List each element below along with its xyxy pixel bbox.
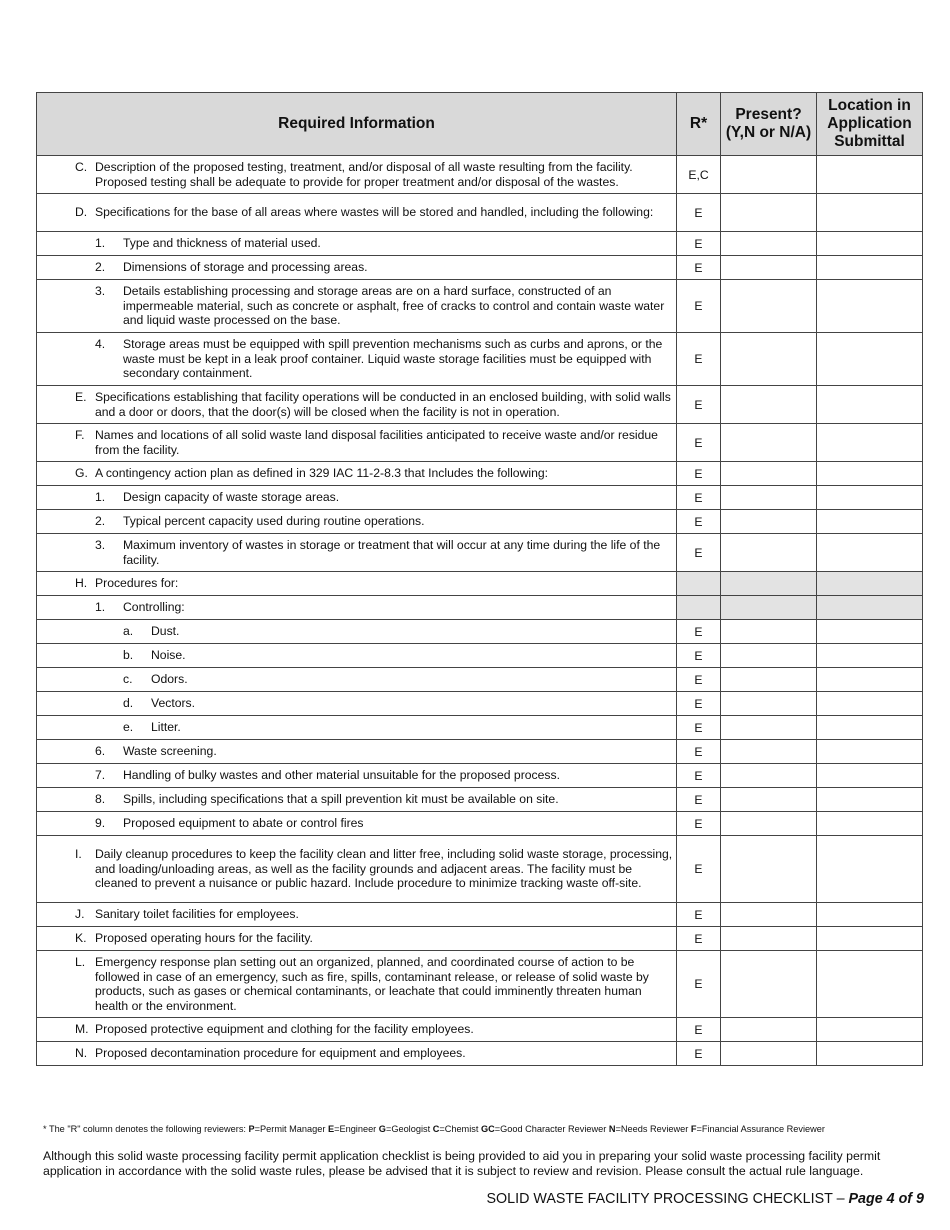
reviewer-cell: E xyxy=(677,716,721,740)
header-present: Present? (Y,N or N/A) xyxy=(721,93,817,156)
present-cell[interactable] xyxy=(721,156,817,194)
checklist-row xyxy=(37,903,923,927)
present-cell[interactable] xyxy=(721,462,817,486)
checklist-row xyxy=(37,572,923,596)
required-information-cell xyxy=(37,903,677,927)
required-information-cell xyxy=(37,462,677,486)
item-label: 1. xyxy=(95,236,106,251)
item-label: K. xyxy=(75,931,87,946)
disclaimer-text: Although this solid waste processing facility permit application checklist is being provided to aid you in preparing your solid waste processing facility permit application in accordance with the solid waste rules, please be advised that it is subject to review and revision. Please consult the actual rule language. xyxy=(43,1149,881,1178)
reviewer-name: =Geologist xyxy=(385,1124,433,1134)
required-information-cell xyxy=(37,486,677,510)
item-label: H. xyxy=(75,576,88,591)
item-text: Description of the proposed testing, treatment, and/or disposal of all waste resulting from the facility. Proposed testing shall be adequate to provide for proper treatment and/or disposal of the wastes. xyxy=(95,160,633,189)
reviewer-name: =Permit Manager xyxy=(254,1124,328,1134)
reviewer-cell: E xyxy=(677,927,721,951)
item-text: Controlling: xyxy=(123,600,185,615)
present-cell[interactable] xyxy=(721,232,817,256)
checklist-row xyxy=(37,280,923,333)
reviewer-cell: E xyxy=(677,764,721,788)
reviewer-code: F xyxy=(690,1124,697,1134)
reviewer-code: G xyxy=(378,1124,386,1134)
checklist-body xyxy=(37,156,923,1066)
checklist-row xyxy=(37,486,923,510)
present-cell[interactable] xyxy=(721,280,817,333)
checklist-row xyxy=(37,256,923,280)
present-cell[interactable] xyxy=(721,1042,817,1066)
checklist-row xyxy=(37,668,923,692)
required-information-cell xyxy=(37,194,677,232)
checklist-row xyxy=(37,740,923,764)
checklist-row xyxy=(37,692,923,716)
reviewer-cell: E xyxy=(677,386,721,424)
location-cell[interactable] xyxy=(817,256,923,280)
item-text: Maximum inventory of wastes in storage or treatment that will occur at any time during the life of the facility. xyxy=(123,538,661,567)
present-cell[interactable] xyxy=(721,333,817,386)
item-text: Vectors. xyxy=(151,696,196,711)
location-cell[interactable] xyxy=(817,232,923,256)
item-label: 2. xyxy=(95,260,106,275)
item-text: Proposed protective equipment and clothing for the facility employees. xyxy=(95,1022,474,1037)
location-cell[interactable] xyxy=(817,510,923,534)
reviewer-cell: E xyxy=(677,903,721,927)
reviewer-cell: E,C xyxy=(677,156,721,194)
item-text: Names and locations of all solid waste land disposal facilities anticipated to receive waste and/or residue from the facility. xyxy=(95,428,658,457)
location-cell[interactable] xyxy=(817,1042,923,1066)
reviewer-code: P xyxy=(248,1124,255,1134)
header-required-information: Required Information xyxy=(37,93,677,156)
present-cell[interactable] xyxy=(721,424,817,462)
required-information-cell xyxy=(37,534,677,572)
item-label: b. xyxy=(123,648,134,663)
location-cell[interactable] xyxy=(817,333,923,386)
item-label: 7. xyxy=(95,768,106,783)
location-cell[interactable] xyxy=(817,788,923,812)
item-text: Dimensions of storage and processing areas. xyxy=(123,260,368,275)
location-cell[interactable] xyxy=(817,812,923,836)
required-information-cell xyxy=(37,572,677,596)
present-cell[interactable] xyxy=(721,534,817,572)
reviewer-name: =Chemist xyxy=(439,1124,481,1134)
item-label: E. xyxy=(75,390,87,404)
location-cell[interactable] xyxy=(817,194,923,232)
required-information-cell xyxy=(37,716,677,740)
location-cell[interactable] xyxy=(817,903,923,927)
checklist-row xyxy=(37,788,923,812)
reviewer-code: N xyxy=(608,1124,616,1134)
item-text: Dust. xyxy=(151,624,180,639)
reviewer-cell: E xyxy=(677,510,721,534)
checklist-row xyxy=(37,534,923,572)
required-information-cell xyxy=(37,1042,677,1066)
item-text: Procedures for: xyxy=(95,576,179,591)
reviewer-cell: E xyxy=(677,256,721,280)
required-information-cell xyxy=(37,812,677,836)
checklist-row xyxy=(37,333,923,386)
checklist-row xyxy=(37,1042,923,1066)
reviewer-footnote xyxy=(43,1124,825,1134)
checklist-row xyxy=(37,232,923,256)
reviewer-cell: E xyxy=(677,836,721,903)
reviewer-cell xyxy=(677,596,721,620)
present-cell[interactable] xyxy=(721,812,817,836)
item-text: Spills, including specifications that a spill prevention kit must be available on site. xyxy=(123,792,559,807)
reviewer-code: C xyxy=(432,1124,440,1134)
reviewer-cell: E xyxy=(677,1018,721,1042)
reviewer-cell: E xyxy=(677,668,721,692)
required-information-cell xyxy=(37,692,677,716)
reviewer-list xyxy=(249,1124,825,1134)
reviewer-name: =Financial Assurance Reviewer xyxy=(696,1124,825,1134)
item-label: L. xyxy=(75,955,86,969)
item-label: d. xyxy=(123,696,134,711)
checklist-row xyxy=(37,596,923,620)
item-label: 8. xyxy=(95,792,106,807)
required-information-cell xyxy=(37,232,677,256)
item-label: 2. xyxy=(95,514,106,529)
item-text: Noise. xyxy=(151,648,186,663)
required-information-cell xyxy=(37,596,677,620)
item-label: F. xyxy=(75,428,85,442)
reviewer-cell: E xyxy=(677,280,721,333)
item-text: Design capacity of waste storage areas. xyxy=(123,490,340,505)
item-label: J. xyxy=(75,907,85,922)
present-cell[interactable] xyxy=(721,927,817,951)
present-cell[interactable] xyxy=(721,788,817,812)
location-cell[interactable] xyxy=(817,764,923,788)
item-label: 4. xyxy=(95,337,106,352)
reviewer-cell: E xyxy=(677,620,721,644)
item-text: Type and thickness of material used. xyxy=(123,236,321,251)
item-label: 3. xyxy=(95,538,106,552)
reviewer-cell xyxy=(677,572,721,596)
item-label: 9. xyxy=(95,816,106,831)
item-label: 1. xyxy=(95,490,106,505)
header-location: Location in Application Submittal xyxy=(817,93,923,156)
item-label: 6. xyxy=(95,744,106,759)
item-text: Specifications for the base of all areas where wastes will be stored and handled, including the following: xyxy=(95,205,654,220)
reviewer-cell: E xyxy=(677,424,721,462)
location-cell[interactable] xyxy=(817,486,923,510)
reviewer-cell: E xyxy=(677,194,721,232)
location-cell[interactable] xyxy=(817,716,923,740)
checklist-row xyxy=(37,716,923,740)
present-cell[interactable] xyxy=(721,486,817,510)
location-cell[interactable] xyxy=(817,927,923,951)
item-label: e. xyxy=(123,720,134,735)
reviewer-cell: E xyxy=(677,740,721,764)
reviewer-name: =Good Character Reviewer xyxy=(494,1124,609,1134)
page-number: Page 4 of 9 xyxy=(848,1191,924,1207)
item-text: A contingency action plan as defined in 329 IAC 11-2-8.3 that Includes the following: xyxy=(95,466,549,481)
location-cell[interactable] xyxy=(817,596,923,620)
item-text: Handling of bulky wastes and other material unsuitable for the proposed process. xyxy=(123,768,560,783)
item-text: Proposed equipment to abate or control fires xyxy=(123,816,364,831)
item-text: Specifications establishing that facility operations will be conducted in an enclosed building, with solid walls and a door or doors, that the door(s) will be closed when the facility is not in operation. xyxy=(95,390,671,419)
item-text: Daily cleanup procedures to keep the facility clean and litter free, including solid waste storage, processing, and loading/unloading areas, as well as the facility grounds and adjacent areas. The facility must be cleaned to prevent a nuisance or public hazard. Include procedure to minimize tracking waste off-site. xyxy=(95,847,673,891)
checklist-row xyxy=(37,424,923,462)
reviewer-cell: E xyxy=(677,951,721,1018)
present-cell[interactable] xyxy=(721,194,817,232)
required-information-cell xyxy=(37,836,677,903)
item-label: N. xyxy=(75,1046,88,1061)
present-cell[interactable] xyxy=(721,903,817,927)
item-label: C. xyxy=(75,160,88,174)
item-label: I. xyxy=(75,847,82,862)
reviewer-code: E xyxy=(327,1124,335,1134)
checklist-table xyxy=(36,92,923,1066)
present-cell[interactable] xyxy=(721,716,817,740)
location-cell[interactable] xyxy=(817,280,923,333)
item-text: Emergency response plan setting out an organized, planned, and coordinated course of action to be followed in case of an emergency, such as fire, spills, contaminant release, or release of solid waste by products, such as gases or chemical contaminants, or leachate that could imminently threaten human health or the environment. xyxy=(95,955,649,1013)
required-information-cell xyxy=(37,1018,677,1042)
header-r: R* xyxy=(677,93,721,156)
item-label: 1. xyxy=(95,600,106,615)
location-cell[interactable] xyxy=(817,836,923,903)
present-cell[interactable] xyxy=(721,572,817,596)
present-cell[interactable] xyxy=(721,668,817,692)
location-cell[interactable] xyxy=(817,386,923,424)
location-cell[interactable] xyxy=(817,951,923,1018)
item-text: Typical percent capacity used during routine operations. xyxy=(123,514,425,529)
footnote-intro: * The "R" column denotes the following reviewers: xyxy=(43,1124,249,1134)
checklist-row xyxy=(37,386,923,424)
item-text: Details establishing processing and storage areas are on a hard surface, constructed of an impermeable material, such as concrete or asphalt, free of cracks to control and contain waste water and liquid waste processed on the base. xyxy=(123,284,665,328)
present-cell[interactable] xyxy=(721,836,817,903)
required-information-cell xyxy=(37,510,677,534)
present-cell[interactable] xyxy=(721,510,817,534)
location-cell[interactable] xyxy=(817,668,923,692)
reviewer-cell: E xyxy=(677,462,721,486)
required-information-cell xyxy=(37,156,677,194)
item-text: Odors. xyxy=(151,672,188,687)
checklist-row xyxy=(37,620,923,644)
checklist-row xyxy=(37,764,923,788)
header-row xyxy=(37,93,923,156)
location-cell[interactable] xyxy=(817,692,923,716)
required-information-cell xyxy=(37,951,677,1018)
location-cell[interactable] xyxy=(817,156,923,194)
checklist-row xyxy=(37,927,923,951)
location-cell[interactable] xyxy=(817,462,923,486)
location-cell[interactable] xyxy=(817,644,923,668)
item-text: Litter. xyxy=(151,720,181,735)
required-information-cell xyxy=(37,256,677,280)
checklist-row xyxy=(37,462,923,486)
reviewer-cell: E xyxy=(677,692,721,716)
item-text: Proposed operating hours for the facility. xyxy=(95,931,313,946)
footer-title: SOLID WASTE FACILITY PROCESSING CHECKLIST – xyxy=(486,1191,849,1207)
location-cell[interactable] xyxy=(817,1018,923,1042)
reviewer-cell: E xyxy=(677,486,721,510)
reviewer-cell: E xyxy=(677,788,721,812)
present-cell[interactable] xyxy=(721,764,817,788)
item-text: Waste screening. xyxy=(123,744,217,759)
present-cell[interactable] xyxy=(721,740,817,764)
reviewer-cell: E xyxy=(677,644,721,668)
present-cell[interactable] xyxy=(721,256,817,280)
reviewer-cell: E xyxy=(677,812,721,836)
required-information-cell xyxy=(37,927,677,951)
required-information-cell xyxy=(37,788,677,812)
present-cell[interactable] xyxy=(721,692,817,716)
location-cell[interactable] xyxy=(817,534,923,572)
reviewer-cell: E xyxy=(677,534,721,572)
required-information-cell xyxy=(37,764,677,788)
checklist-row xyxy=(37,812,923,836)
item-label: c. xyxy=(123,672,133,687)
required-information-cell xyxy=(37,644,677,668)
location-cell[interactable] xyxy=(817,620,923,644)
present-cell[interactable] xyxy=(721,644,817,668)
present-cell[interactable] xyxy=(721,386,817,424)
checklist-row xyxy=(37,836,923,903)
checklist-row xyxy=(37,510,923,534)
checklist-row xyxy=(37,644,923,668)
item-text: Proposed decontamination procedure for equipment and employees. xyxy=(95,1046,466,1061)
location-cell[interactable] xyxy=(817,572,923,596)
reviewer-name: =Needs Reviewer xyxy=(615,1124,691,1134)
reviewer-cell: E xyxy=(677,232,721,256)
required-information-cell xyxy=(37,740,677,764)
item-label: a. xyxy=(123,624,134,639)
checklist-row xyxy=(37,194,923,232)
reviewer-cell: E xyxy=(677,1042,721,1066)
reviewer-code: GC xyxy=(480,1124,495,1134)
required-information-cell xyxy=(37,620,677,644)
required-information-cell xyxy=(37,668,677,692)
item-label: M. xyxy=(75,1022,89,1037)
required-information-cell xyxy=(37,280,677,333)
required-information-cell xyxy=(37,333,677,386)
item-label: G. xyxy=(75,466,88,481)
reviewer-cell: E xyxy=(677,333,721,386)
item-label: 3. xyxy=(95,284,106,299)
required-information-cell xyxy=(37,424,677,462)
checklist-row xyxy=(37,1018,923,1042)
item-label: D. xyxy=(75,205,88,220)
reviewer-name: =Engineer xyxy=(334,1124,379,1134)
location-cell[interactable] xyxy=(817,740,923,764)
location-cell[interactable] xyxy=(817,424,923,462)
present-cell[interactable] xyxy=(721,620,817,644)
page-footer xyxy=(486,1191,924,1207)
present-cell[interactable] xyxy=(721,1018,817,1042)
checklist-row xyxy=(37,951,923,1018)
item-text: Sanitary toilet facilities for employees. xyxy=(95,907,299,922)
required-information-cell xyxy=(37,386,677,424)
item-text: Storage areas must be equipped with spill prevention mechanisms such as curbs and aprons, or the waste must be kept in a leak proof container. Liquid waste storage facilities must be equipped with secondary containment. xyxy=(123,337,663,381)
present-cell[interactable] xyxy=(721,951,817,1018)
present-cell[interactable] xyxy=(721,596,817,620)
checklist-row xyxy=(37,156,923,194)
